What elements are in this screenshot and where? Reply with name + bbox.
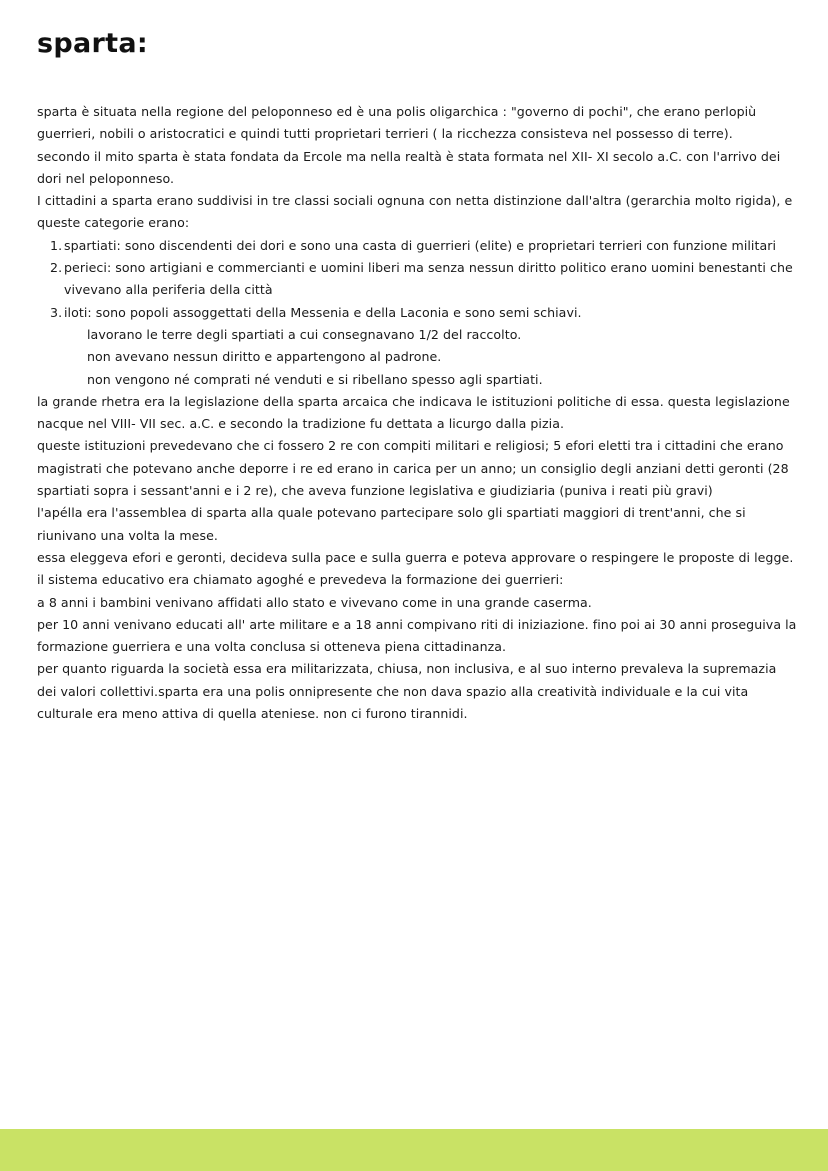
- list-item-spartiati: [37, 235, 797, 257]
- paragraph-grande-rhetra: la grande rhetra era la legislazione della sparta arcaica che indicava le istituzioni politiche di essa. questa legislazione nacque nel VIII- VII sec. a.C. e secondo la tradizione fu dettata a licurgo dalla pizia.: [37, 393, 790, 432]
- page-title: sparta:: [37, 28, 148, 59]
- paragraph-apella: l'apélla era l'assemblea di sparta alla quale potevano partecipare solo gli spartiati maggiori di trent'anni, che si riunivano una volta la mese.: [37, 505, 746, 543]
- paragraph-intro: sparta è situata nella regione del peloponneso ed è una polis oligarchica : "governo di pochi", che erano perlopiù guerrieri, nobili o aristocratici e quindi tutti proprietari terrieri ( la ricchezza consisteva nel possesso di terre).: [37, 104, 757, 142]
- paragraph-founding-myth: secondo il mito sparta è stata fondata da Ercole ma nella realtà è stata formata nel XII- XI secolo a.C. con l'arrivo dei dori nel peloponneso.: [37, 148, 781, 186]
- list-number: 1.: [50, 237, 63, 253]
- footer-band: [0, 1129, 828, 1171]
- list-item-iloti: [37, 302, 797, 324]
- list-item-perieci: [37, 257, 797, 302]
- list-number: 2.: [50, 260, 63, 276]
- paragraph-formazione: per 10 anni venivano educati all' arte militare e a 18 anni compivano riti di iniziazione. fino poi ai 30 anni proseguiva la formazione guerriera e una volta conclusa si otteneva piena cittadinanza.: [37, 616, 797, 655]
- iloti-detail-line: lavorano le terre degli spartiati a cui consegnavano 1/2 del raccolto.: [87, 326, 522, 342]
- list-number: 3.: [50, 304, 63, 320]
- paragraph-istituzioni: queste istituzioni prevedevano che ci fossero 2 re con compiti militari e religiosi; 5 efori eletti tra i cittadini che erano magistrati che potevano anche deporre i re ed erano in carica per un anno; un consiglio degli anziani detti geronti (28 spartiati sopra i sessant'anni e i 2 re), che aveva funzione legislativa e giudiziaria (puniva i reati più gravi): [37, 438, 789, 499]
- list-item-text: perieci: sono artigiani e commercianti e uomini liberi ma senza nessun diritto politico erano uomini benestanti che vivevano alla periferia della città: [64, 260, 793, 298]
- paragraph-agoghe: il sistema educativo era chiamato agoghé e prevedeva la formazione dei guerrieri:: [37, 572, 564, 588]
- list-item-text: spartiati: sono discendenti dei dori e sono una casta di guerrieri (elite) e proprietari terrieri con funzione militari: [64, 237, 776, 253]
- paragraph-societa: per quanto riguarda la società essa era militarizzata, chiusa, non inclusiva, e al suo interno prevaleva la supremazia dei valori collettivi.sparta era una polis onnipresente che non dava spazio alla creatività individuale e la cui vita culturale era meno attiva di quella ateniese. non ci furono tirannidi.: [37, 661, 777, 722]
- paragraph-social-classes: I cittadini a sparta erano suddivisi in tre classi sociali ognuna con netta distinzione dall'altra (gerarchia molto rigida), e queste categorie erano:: [37, 193, 793, 231]
- iloti-detail-line: non vengono né comprati né venduti e si ribellano spesso agli spartiati.: [87, 371, 543, 387]
- list-item-text: iloti: sono popoli assoggettati della Messenia e della Laconia e sono semi schiavi.: [64, 304, 582, 320]
- paragraph-bambini: a 8 anni i bambini venivano affidati allo stato e vivevano come in una grande caserma.: [37, 594, 592, 610]
- paragraph-apella-poteri: essa eleggeva efori e geronti, decideva sulla pace e sulla guerra e poteva approvare o respingere le proposte di legge.: [37, 549, 794, 565]
- iloti-detail-line: non avevano nessun diritto e appartengono al padrone.: [87, 349, 442, 365]
- document-body: [37, 101, 797, 725]
